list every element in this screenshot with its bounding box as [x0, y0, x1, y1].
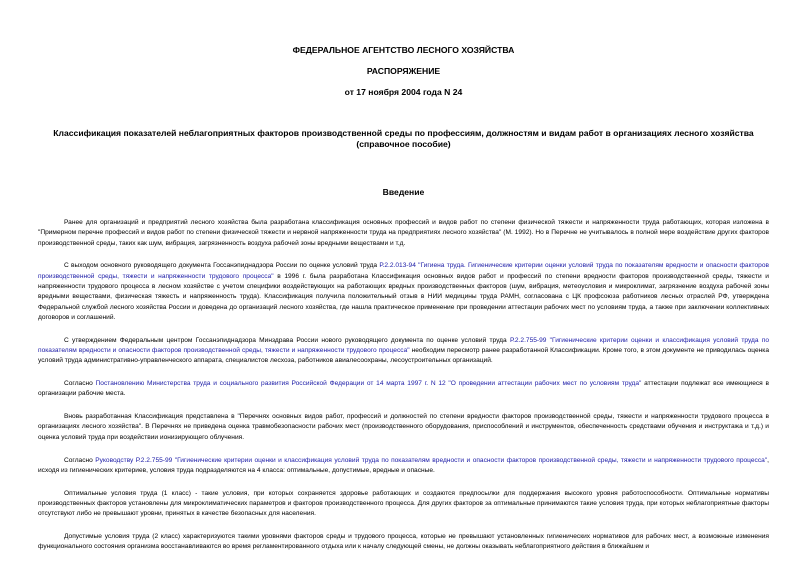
paragraph-4 — [38, 379, 769, 400]
link-r-2-2-013-94[interactable]: Р.2.2.013-94 "Гигиена труда. Гигиенические критерии оценки условий труда по показателям вредности и опасности факторов производственной среды, тяжести и напряженности трудового процесса" — [38, 262, 770, 280]
paragraph-7: Оптимальные условия труда (1 класс) - такие условия, при которых сохраняется здоровье работающих и создаются предпосылки для поддержания высокого уровня работоспособности. Оптимальные нормативы производственных факторов установлены для микроклиматических параметров и факторов производственного процесса. Для других факторов за оптимальные принимаются такие условия труда, при которых неблагоприятные факторы отсутствуют либо не превышают уровни, принятых в качестве безопасных для населения. — [38, 489, 769, 518]
paragraph-8: Допустимые условия труда (2 класс) характеризуются такими уровнями факторов среды и трудового процесса, которые не превышают установленных гигиенических нормативов для рабочих мест, а возможные изменения функционального состояния организма восстанавливаются во время регламентированного отдыха или к началу следующей смены, не должны оказывать неблагоприятного действия в ближайшем и — [38, 533, 769, 551]
document-date-number: от 17 ноября 2004 года N 24 — [344, 87, 463, 97]
paragraph-3-text-b: необходим пересмотр ранее разработанной Классификации. Кроме того, в этом документе не приводилась оценка условий труда административно-управленческого аппарата, специалистов лесхоза, работников авиалесоохраны, лесоустроительных организаций. — [38, 346, 769, 365]
paragraph-2 — [38, 261, 769, 323]
paragraph-2-text-a: С выходом основного руководящего документа Госсанэпиднадзора России по оценке условий труда — [64, 262, 380, 270]
document-title-subtitle: (справочное пособие) — [356, 139, 451, 149]
paragraph-4-text-a: Согласно — [64, 380, 96, 388]
section-heading: Введение — [382, 187, 425, 197]
link-r-2-2-755-99[interactable]: Р.2.2.755-99 "Гигиенические критерии оценки и классификация условий труда по показателям вредности и опасности факторов производственной среды, тяжести и напряженности трудового процесса" — [38, 336, 769, 354]
paragraph-1: Ранее для организаций и предприятий лесного хозяйства была разработана классификация основных профессий и видов работ по степени физической тяжести и напряженности труда работающих, которая изложена в "Примерном перечне профессий и видов работ по степени физической тяжести и нервной напряженности труда на предприятиях лесного хозяйства" (М. 1992). Но в Перечне не учитывалось в полной мере воздействие других факторов производственной среды, таких как шум, вибрация, загрязненность воздуха рабочей зоны вредными веществами и т.д. — [38, 219, 769, 247]
paragraph-6-text-a: Согласно — [64, 456, 96, 464]
link-postanovlenie-mintruda[interactable]: Постановлению Министерства труда и социального развития Российской Федерации от 14 марта 1997 г. N 12 "О проведении аттестации рабочих мест по условиям труда" — [95, 380, 642, 388]
document-title — [38, 128, 769, 150]
document-title-main: Классификация показателей неблагоприятных факторов производственной среды по профессиям, должностям и видам работ в организациях лесного хозяйства — [53, 128, 754, 138]
organization-heading: ФЕДЕРАЛЬНОЕ АГЕНТСТВО ЛЕСНОГО ХОЗЯЙСТВА — [292, 45, 515, 55]
paragraph-6 — [38, 456, 769, 477]
document-body — [38, 218, 769, 565]
paragraph-3 — [38, 336, 769, 367]
document-type: РАСПОРЯЖЕНИЕ — [366, 66, 441, 76]
paragraph-6-text-b: , исходя из гигиенических критериев, условия труда подразделяются на 4 класса: оптимальные, допустимые, вредные и опасные. — [38, 456, 769, 474]
link-rukovodstvo-r-2-2-755-99[interactable]: Руководству Р.2.2.755-99 "Гигиенические критерии оценки и классификация условий труда по показателям вредности и опасности факторов производственной среды, тяжести и напряженности трудового процесса" — [95, 456, 768, 464]
paragraph-5: Вновь разработанная Классификация представлена в "Перечнях основных видов работ, профессий и должностей по степени вредности факторов производственной среды, тяжести и напряженности трудового процесса в организациях лесного хозяйства". В Перечнях не приведена оценка травмобезопасности рабочих мест (производственного оборудования, приспособлений и инструментов, обеспеченность средствами обучения и инструктажа и т.д.) и оценка условий труда при воздействии ионизирующего облучения. — [38, 413, 769, 441]
paragraph-4-text-b: аттестации подлежат все имеющиеся в организации рабочие места. — [38, 380, 769, 398]
paragraph-3-text-a: С утверждением Федеральным центром Госсанэпиднадзора Минздрава России нового руководящего документа по оценке условий труда — [64, 336, 510, 344]
paragraph-2-text-b: в 1996 г. была разработана Классификация основных видов работ и профессий по степени вредности факторов производственной среды, тяжести и напряженности трудового процесса в лесном хозяйстве с учетом специфики воздействующих на работающих вредных производственных факторов (шум, вибрация, метеоусловия и микроклимат, загрязнение воздуха рабочей зоны вредными веществами, физическая тяжесть и напряженность труда). Классификация получила положительный отзыв в НИИ медицины труда РАМН, согласована с ЦК профсоюза работников лесных отраслей РФ, утверждена Федеральной службой лесного хозяйства России и доведена до организаций лесного хозяйства, где нашла практическое применение при проведении аттестации рабочих мест по условиям труда, а также при заключении коллективных договоров и соглашений. — [38, 272, 769, 321]
